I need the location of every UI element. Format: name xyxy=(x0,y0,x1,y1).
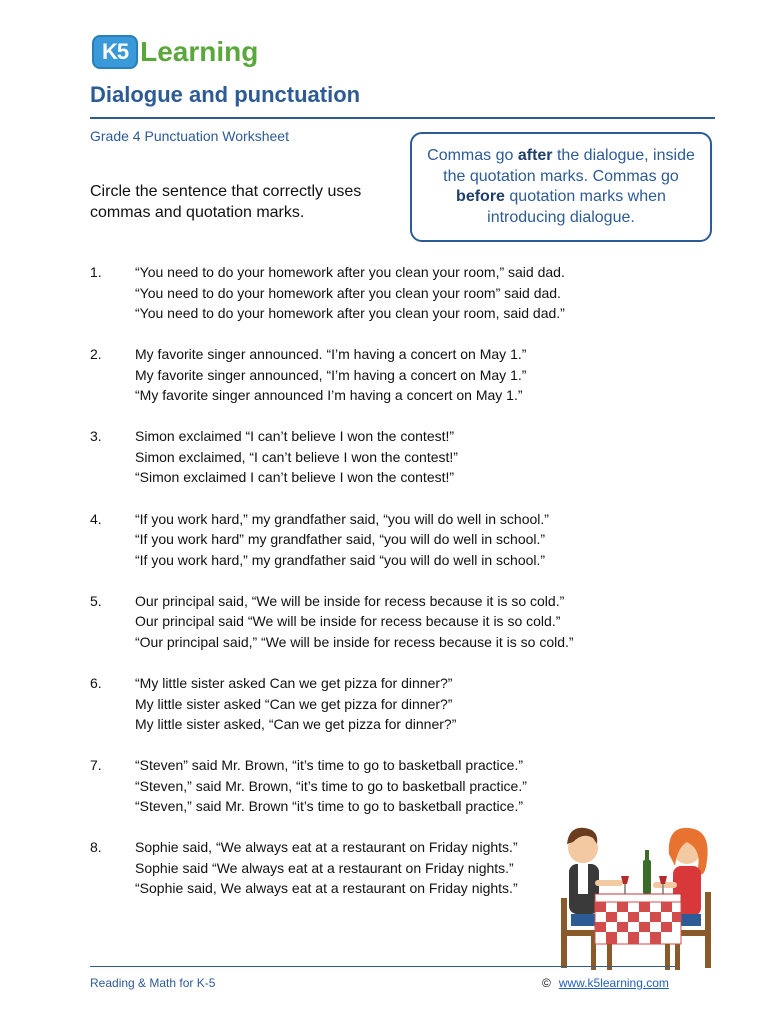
footer-divider xyxy=(90,966,675,967)
tip-box xyxy=(410,132,712,242)
tip-bold-after: after xyxy=(517,147,553,164)
instructions: Circle the sentence that correctly uses commas and quotation marks. xyxy=(90,183,362,221)
copyright-symbol: © xyxy=(542,976,551,990)
question-number: 4. xyxy=(90,510,102,527)
question-options xyxy=(135,509,735,571)
answer-option[interactable]: My little sister asked, “Can we get pizza for dinner?” xyxy=(135,716,457,732)
logo-learning-text: Learning xyxy=(140,36,259,67)
k5-learning-logo xyxy=(92,32,258,72)
tip-text-2: the dialogue, inside the quotation marks. Commas go xyxy=(443,147,695,185)
question-options xyxy=(135,591,735,653)
question-options xyxy=(135,755,735,817)
answer-option[interactable]: Simon exclaimed “I can’t believe I won the contest!” xyxy=(135,428,455,445)
answer-option[interactable]: “If you work hard,” my grandfather said, “you will do well in school.” xyxy=(135,510,549,527)
answer-option[interactable]: Sophie said “We always eat at a restaurant on Friday nights.” xyxy=(135,859,514,876)
answer-option[interactable]: My little sister asked “Can we get pizza for dinner?” xyxy=(135,695,453,712)
answer-option[interactable]: “You need to do your homework after you clean your room,” said dad. xyxy=(135,264,565,280)
question-number: 7. xyxy=(90,757,102,774)
tip-bold-before: before xyxy=(456,188,505,205)
answer-option[interactable]: “Steven,” said Mr. Brown “it’s time to go to basketball practice.” xyxy=(135,798,524,815)
answer-option[interactable]: “Steven,” said Mr. Brown, “it’s time to go to basketball practice.” xyxy=(135,777,527,794)
footer-tagline: Reading & Math for K-5 xyxy=(90,976,216,990)
question-number: 8. xyxy=(90,839,102,856)
question-options xyxy=(135,344,735,406)
answer-option[interactable]: “Our principal said,” “We will be inside for recess because it is so cold.” xyxy=(135,633,574,650)
answer-option[interactable]: My favorite singer announced. “I’m having a concert on May 1.” xyxy=(135,346,527,363)
answer-option[interactable]: Simon exclaimed, “I can’t believe I won the contest!” xyxy=(135,448,458,465)
answer-option[interactable]: “You need to do your homework after you clean your room” said dad. xyxy=(135,284,561,301)
answer-option[interactable]: “My little sister asked Can we get pizza for dinner?” xyxy=(135,675,453,691)
answer-option[interactable]: Our principal said, “We will be inside for recess because it is so cold.” xyxy=(135,592,565,609)
question-number: 6. xyxy=(90,675,102,691)
answer-option[interactable]: “You need to do your homework after you clean your room, said dad.” xyxy=(135,305,565,321)
question-number: 2. xyxy=(90,346,102,363)
worksheet-subtitle: Grade 4 Punctuation Worksheet xyxy=(90,128,289,144)
tip-text-3: quotation marks when introducing dialogue. xyxy=(487,188,666,226)
title-divider xyxy=(90,117,715,119)
couple-dining-illustration xyxy=(555,820,715,970)
question-options xyxy=(135,262,735,324)
tip-text-1: Commas go xyxy=(427,147,518,164)
logo-k5-badge: K5 xyxy=(92,35,138,69)
answer-option[interactable]: Our principal said “We will be inside for recess because it is so cold.” xyxy=(135,613,561,630)
answer-option[interactable]: Sophie said, “We always eat at a restaurant on Friday nights.” xyxy=(135,839,518,856)
question-options xyxy=(135,426,735,488)
footer-copyright xyxy=(542,976,669,990)
answer-option[interactable]: “If you work hard,” my grandfather said “you will do well in school.” xyxy=(135,551,546,568)
question-number: 3. xyxy=(90,428,102,445)
answer-option[interactable]: “Sophie said, We always eat at a restaurant on Friday nights.” xyxy=(135,880,518,897)
answer-option[interactable]: My favorite singer announced, “I’m having a concert on May 1.” xyxy=(135,366,527,383)
answer-option[interactable]: “My favorite singer announced I’m having a concert on May 1.” xyxy=(135,387,523,404)
website-link[interactable]: www.k5learning.com xyxy=(558,976,669,990)
answer-option[interactable]: “Simon exclaimed I can’t believe I won the contest!” xyxy=(135,469,455,486)
answer-option[interactable]: “If you work hard” my grandfather said, “you will do well in school.” xyxy=(135,531,546,548)
question-number: 5. xyxy=(90,592,102,609)
question-options xyxy=(135,673,735,735)
page-title: Dialogue and punctuation xyxy=(90,82,361,107)
answer-option[interactable]: “Steven” said Mr. Brown, “it’s time to go to basketball practice.” xyxy=(135,757,524,774)
question-number: 1. xyxy=(90,264,102,280)
